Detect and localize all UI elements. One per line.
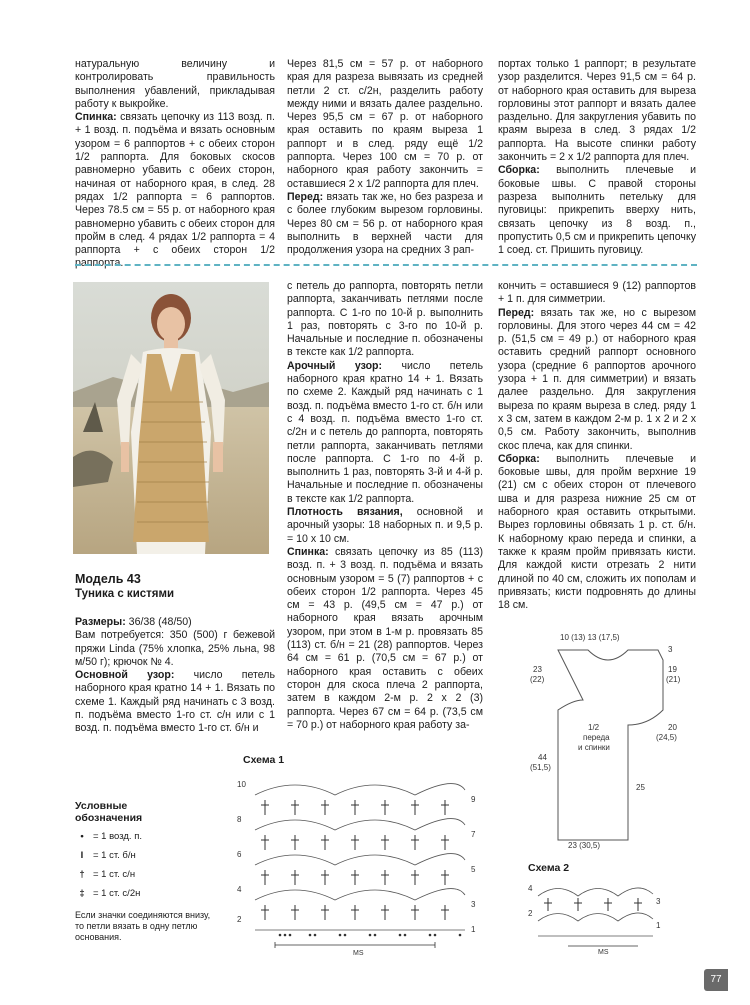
legend-item-text: = 1 возд. п.: [93, 831, 142, 842]
schema2-row-2: 2: [528, 909, 533, 918]
paragraph-text: с петель до раппорта, повторять петли раппорта, заканчивать петлями после раппорта. С 1-го по 10-й р. выполнить 1 раз, повторять с 3-го по 10-й р. Начальные и последние п. обозначены в тексте как 1/2 раппорта.: [287, 280, 483, 359]
paragraph-heading: Сборка:: [498, 164, 540, 177]
chain-stitch-icon: •: [80, 831, 84, 842]
schema1-row-4: 4: [237, 885, 242, 894]
paragraph: [498, 453, 696, 613]
legend-item: [75, 869, 215, 881]
legend: [75, 800, 215, 943]
legend-item: [75, 850, 215, 862]
paragraph: [75, 616, 275, 629]
legend-item-text: = 1 ст. с/н: [93, 869, 136, 880]
pattern-left-upper-alt: (22): [530, 675, 545, 684]
pattern-left-lower: 44: [538, 753, 547, 762]
schema1-row-3: 3: [471, 900, 476, 909]
paragraph: [75, 669, 275, 735]
paragraph-heading: Размеры:: [75, 616, 126, 628]
left-column: [75, 616, 275, 736]
paragraph: [287, 280, 483, 360]
paragraph-text: вязать так же, но без разреза и с более глубоким вырезом горловины. Через 80 см = 56 р. от наборного края выполнить в верхней части для продолжения узора на средних 3 рап-: [287, 190, 483, 257]
paragraph-text: связать цепочку из 85 (113) возд. п. + 3 возд. п. подъёма и вязать основным узором = 5 (7) раппортов + с обеих сторон 1/2 раппорта. Через 45 см = 43 р. (49,5 см = 47 р.) от наборного края вязать арочным узором, при этом в 1-м р. провязать 85 (113) ст. б/н = 21 (28) раппортов. Через 64 см = 61 р. (70,5 см = 67 р.) от наборного края оставить с обеих сторон для скоса плеча 2 раппорта, затем в каждом 2-м р. 2 х 2 (3) раппорта. Через 67 см = 64 р. (73,5 см = 70 р.) от наборного края работу за-: [287, 545, 483, 731]
schema1-title: Схема 1: [243, 754, 285, 766]
schema2-rapport: MS: [598, 949, 609, 956]
paragraph: [75, 58, 275, 111]
paragraph-text: выполнить плечевые и боковые швы, для пройм верхние 19 (21) см с обеих сторон от плечевого шва и для разреза нижние 25 см от наборного края оставить открытыми. Вырез горловины обвязать 1 р. ст. б/н. К наборному краю переда и спинки, а также к краям пройм привязать кисти. Для каждой кисти отрезать 2 нити длиной по 40 см, сложить их пополам и привязать; кисти подровнять до длины 18 см.: [498, 452, 696, 612]
paragraph-heading: Плотность вязания,: [287, 506, 403, 519]
garment-pattern: [528, 630, 698, 850]
paragraph: [498, 164, 696, 257]
pattern-bottom: 23 (30,5): [568, 841, 601, 850]
schema2-row-1: 1: [656, 921, 661, 930]
paragraph-text: Вам потребуется: 350 (500) г бежевой пряжи Linda (75% хлопка, 25% льна, 98 м/50 г); крючок № 4.: [75, 629, 275, 668]
paragraph: [75, 629, 275, 669]
legend-title-2: обозначения: [75, 812, 143, 824]
schema2-row-3: 3: [656, 897, 661, 906]
single-crochet-icon: I: [80, 850, 84, 861]
pattern-right-upper-alt: (21): [666, 675, 681, 684]
paragraph-heading: Перед:: [498, 306, 535, 319]
schema1-chart: [235, 770, 495, 960]
pattern-center-3: и спинки: [578, 743, 610, 752]
paragraph-heading: Сборка:: [498, 452, 540, 465]
treble-crochet-icon: ‡: [79, 888, 85, 899]
pattern-right-top: 3: [668, 645, 673, 654]
pattern-left-upper: 23: [533, 665, 542, 674]
schema1-row-5: 5: [471, 865, 476, 874]
paragraph-text: портах только 1 раппорт; в результате узор разделится. Через 91,5 см = 64 р. от наборного края оставить для выреза горловины этот раппорт и вязать далее раздельно. Для закругления убавить по краям выреза в след. 3 рядах 1/2 раппорта. На высоте спинки работу закончить = 2 х 1/2 раппорта для плеч.: [498, 58, 696, 164]
pattern-right-mid: 20: [668, 723, 677, 732]
paragraph: [75, 111, 275, 271]
legend-item-text: = 1 ст. с/2н: [93, 888, 141, 899]
schema1-row-2: 2: [237, 915, 242, 924]
schema1-row-6: 6: [237, 850, 242, 859]
paragraph-text: Через 81,5 см = 57 р. от наборного края для разреза вывязать из средней петли 2 ст. с/2н, разделить работу между ними и вязать далее раздельно. Через 95,5 см = 67 р. от наборного края оставить по краям выреза 1 раппорт и в след. ряду ещё 1/2 раппорта. Через 100 см = 70 р. от наборного края работу закончить = оставшиеся 2 х 1/2 раппорта для плеч.: [287, 58, 483, 190]
paragraph-text: число петель наборного края кратно 14 + 1. Вязать по схеме 1. Каждый ряд начинать с 3 возд. п. подъёма вместо 1-го ст. с/н или с 1 возд. п. подъёма вместо 1-го ст. б/н и: [75, 669, 275, 735]
top-column-2: [287, 58, 483, 257]
model-title: Модель 43: [75, 572, 141, 586]
schema2-chart: [528, 876, 668, 956]
schema2-row-4: 4: [528, 884, 533, 893]
schema1-rapport: MS: [353, 950, 364, 957]
paragraph-text: кончить = оставшиеся 9 (12) раппортов + 1 п. для симметрии.: [498, 280, 696, 306]
legend-item: [75, 888, 215, 900]
paragraph-text: основной и арочный узоры: 18 наборных п. и 9,5 р. = 10 х 10 см.: [287, 506, 483, 545]
paragraph: [287, 191, 483, 257]
section-divider: [75, 264, 697, 266]
legend-note: Если значки соединяются внизу, то петли вязать в одну петлю основания.: [75, 910, 211, 942]
double-crochet-icon: †: [79, 869, 85, 880]
schema2-title: Схема 2: [528, 862, 570, 874]
paragraph-text: выполнить плечевые и боковые швы. С правой стороны разреза выполнить петельку для пуговицы: прикрепить вверху нить, связать цепочку из 8 возд. п., пропустить 0,5 см и прикрепить цепочку 1 соед. ст. Пришить пуговицу.: [498, 164, 696, 257]
schema1-row-9: 9: [471, 795, 476, 804]
schema1-row-7: 7: [471, 830, 476, 839]
paragraph-heading: Арочный узор:: [287, 359, 383, 372]
paragraph-heading: Основной узор:: [75, 669, 175, 682]
pattern-top-dims: 10 (13) 13 (17,5): [560, 633, 620, 642]
legend-title-1: Условные: [75, 800, 128, 812]
paragraph-heading: Спинка:: [287, 545, 329, 558]
paragraph: [287, 360, 483, 506]
paragraph-text: 36/38 (48/50): [125, 616, 192, 628]
legend-item-text: = 1 ст. б/н: [93, 850, 136, 861]
paragraph: [498, 58, 696, 164]
schema1-row-1: 1: [471, 925, 476, 934]
pattern-right-mid-alt: (24,5): [656, 733, 677, 742]
schema1-row-8: 8: [237, 815, 242, 824]
pattern-right-lower: 25: [636, 783, 645, 792]
right-column: [498, 280, 696, 612]
paragraph-text: вязать так же, но с вырезом горловины. Для этого через 44 см = 42 р. (51,5 см = 49 р.) от наборного края оставить средний раппорт основного узора (средние 6 раппортов арочного узора + 1 п. для симметрии) и вязать далее раздельно. Для закругления выреза по краям выреза в след. ряду 1 х 3 см, затем в каждом 2-м р. 1 х 2 и 2 х 0,5 см. Работу закончить, выполнив скос плеча, как для спинки.: [498, 306, 696, 452]
legend-item: [75, 831, 215, 843]
pattern-left-lower-alt: (51,5): [530, 763, 551, 772]
pattern-center-2: переда: [583, 733, 610, 742]
model-title-block: [75, 572, 275, 602]
page-number: 77: [704, 969, 728, 991]
paragraph-text: натуральную величину и контролировать правильность выполнения убавлений, прикладывая работу к выкройке.: [75, 58, 275, 110]
model-photo: [73, 282, 269, 554]
paragraph: [498, 307, 696, 453]
schema1-row-10: 10: [237, 780, 246, 789]
paragraph-text: число петель наборного края кратно 14 + 1. Вязать по схеме 2. Каждый ряд начинать с 1 возд. п. подъёма вместо 1-го ст. б/н или с 4 возд. п. подъёма вместо 1-го ст. с/2н и с петель до раппорта, повторять петли раппорта, заканчивать петлями после раппорта. С 1-го по 4-й р. выполнить 1 раз, повторять 3-й и 4-й р. Начальные и последние п. обозначены в тексте как 1/2 раппорта.: [287, 359, 484, 505]
paragraph: [498, 280, 696, 307]
model-subtitle: Туника с кистями: [75, 588, 175, 600]
pattern-center-1: 1/2: [588, 723, 600, 732]
paragraph-heading: Перед:: [287, 190, 324, 203]
paragraph-text: связать цепочку из 113 возд. п. + 1 возд. п. подъёма и вязать основным узором = 6 раппортов + с обеих сторон 1/2 раппорта. Для боковых скосов равномерно убавить с обеих сторон, начиная от наборного края, в след. 28 рядах 1/2 раппорта = 6 раппортов. Через 78.5 см = 55 р. от наборного края равномерно убавить с обеих сторон для пройм в след. 4 рядах 1/2 раппорта = 4 раппорта + с обеих сторон 1/2 раппорта.: [75, 111, 275, 270]
top-column-3: [498, 58, 696, 257]
paragraph-heading: Спинка:: [75, 111, 117, 124]
middle-column: [287, 280, 483, 732]
paragraph: [287, 546, 483, 732]
top-column-1: [75, 58, 275, 271]
pattern-right-upper: 19: [668, 665, 677, 674]
paragraph: [287, 58, 483, 191]
paragraph: [287, 506, 483, 546]
